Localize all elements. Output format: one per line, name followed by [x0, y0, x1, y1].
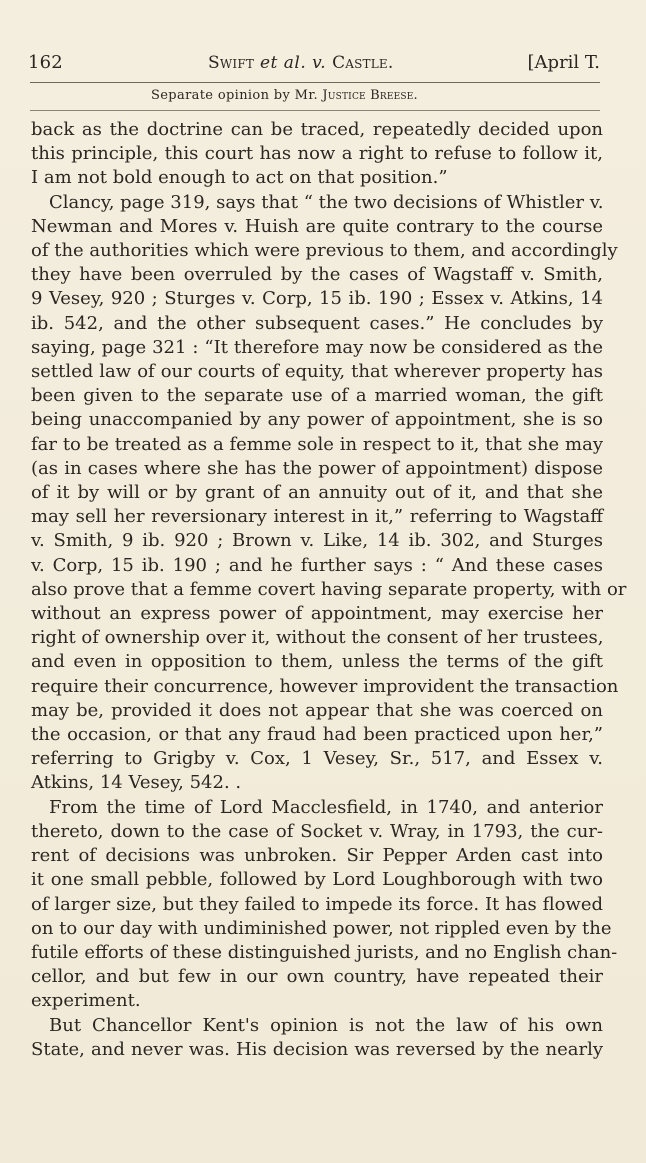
body-line: State, and never was. His decision was reversed by the nearly: [31, 1038, 603, 1060]
body-line: of the authorities which were previous to them, and accordingly: [31, 240, 618, 262]
body-line: of larger size, but they failed to impede its force. It has flowed: [31, 893, 603, 915]
body-line: thereto, down to the case of Socket v. Wray, in 1793, the cur-: [31, 820, 603, 842]
body-line: saying, page 321 : “It therefore may now be considered as the: [31, 336, 603, 358]
body-line: also prove that a femme covert having separate property, with or: [31, 578, 627, 600]
body-line: (as in cases where she has the power of appointment) dispose: [31, 457, 603, 479]
body-line: back as the doctrine can be traced, repeatedly decided upon: [31, 119, 603, 140]
subheader-prefix: Separate opinion by Mr.: [151, 88, 318, 103]
body-line: experiment.: [31, 990, 141, 1012]
subheader: [151, 88, 418, 103]
body-line: right of ownership over it, without the consent of her trustees,: [31, 627, 604, 649]
case-title: [208, 53, 394, 73]
case-title-versus: v.: [312, 53, 327, 73]
body-line: require their concurrence, however improvident the transaction: [31, 675, 619, 697]
body-line: v. Corp, 15 ib. 190 ; and he further says : “ And these cases: [31, 554, 603, 576]
subheader-rule: [30, 110, 600, 111]
body-line: v. Smith, 9 ib. 920 ; Brown v. Like, 14 ib. 302, and Sturges: [31, 530, 603, 552]
body-line: cellor, and but few in our own country, have repeated their: [31, 966, 603, 988]
body-line: been given to the separate use of a married woman, the gift: [31, 385, 603, 407]
body-line: on to our day with undiminished power, not rippled even by the: [31, 917, 612, 939]
page-number: 162: [28, 52, 63, 73]
body-line: ib. 542, and the other subsequent cases.” He concludes by: [31, 312, 603, 334]
body-line: rent of decisions was unbroken. Sir Pepper Arden cast into: [31, 845, 603, 867]
header-rule: [30, 82, 600, 83]
body-line: the occasion, or that any fraud had been practiced upon her,”: [31, 724, 603, 746]
case-title-etal: et al.: [259, 53, 307, 73]
page-header: [28, 52, 600, 78]
body-line: may be, provided it does not appear that she was coerced on: [31, 699, 603, 721]
body-line: far to be treated as a femme sole in respect to it, that she may: [31, 433, 603, 455]
body-line: of it by will or by grant of an annuity out of it, and that she: [31, 482, 603, 504]
body-line: Clancy, page 319, says that “ the two decisions of Whistler v.: [49, 191, 604, 213]
case-title-plaintiff: Swift: [208, 53, 255, 73]
body-line: But Chancellor Kent's opinion is not the law of his own: [49, 1014, 603, 1036]
body-line: 9 Vesey, 920 ; Sturges v. Corp, 15 ib. 190 ; Essex v. Atkins, 14: [31, 288, 603, 310]
body-line: From the time of Lord Macclesfield, in 1740, and anterior: [49, 796, 603, 818]
subheader-justice: Justice Breese.: [322, 88, 418, 103]
body-line: they have been overruled by the cases of Wagstaff v. Smith,: [31, 264, 603, 286]
body-line: settled law of our courts of equity, that wherever property has: [31, 361, 603, 383]
body-line: and even in opposition to them, unless the terms of the gift: [31, 651, 603, 673]
body-line: I am not bold enough to act on that position.”: [31, 167, 448, 189]
body-line: futile efforts of these distinguished jurists, and no English chan-: [31, 941, 618, 963]
body-line: Atkins, 14 Vesey, 542. .: [31, 772, 242, 794]
body-line: this principle, this court has now a right to refuse to follow it,: [31, 143, 603, 165]
body-line: may sell her reversionary interest in it,” referring to Wagstaff: [31, 506, 603, 528]
body-line: without an express power of appointment, may exercise her: [31, 603, 603, 625]
body-line: being unaccompanied by any power of appointment, she is so: [31, 409, 603, 431]
body-text: [31, 118, 627, 1062]
body-line: it one small pebble, followed by Lord Loughborough with two: [31, 869, 603, 891]
body-line: referring to Grigby v. Cox, 1 Vesey, Sr., 517, and Essex v.: [31, 748, 603, 770]
body-line: Newman and Mores v. Huish are quite contrary to the course: [31, 215, 603, 237]
case-title-defendant: Castle.: [332, 53, 394, 73]
term-label: [April T.: [527, 52, 600, 73]
